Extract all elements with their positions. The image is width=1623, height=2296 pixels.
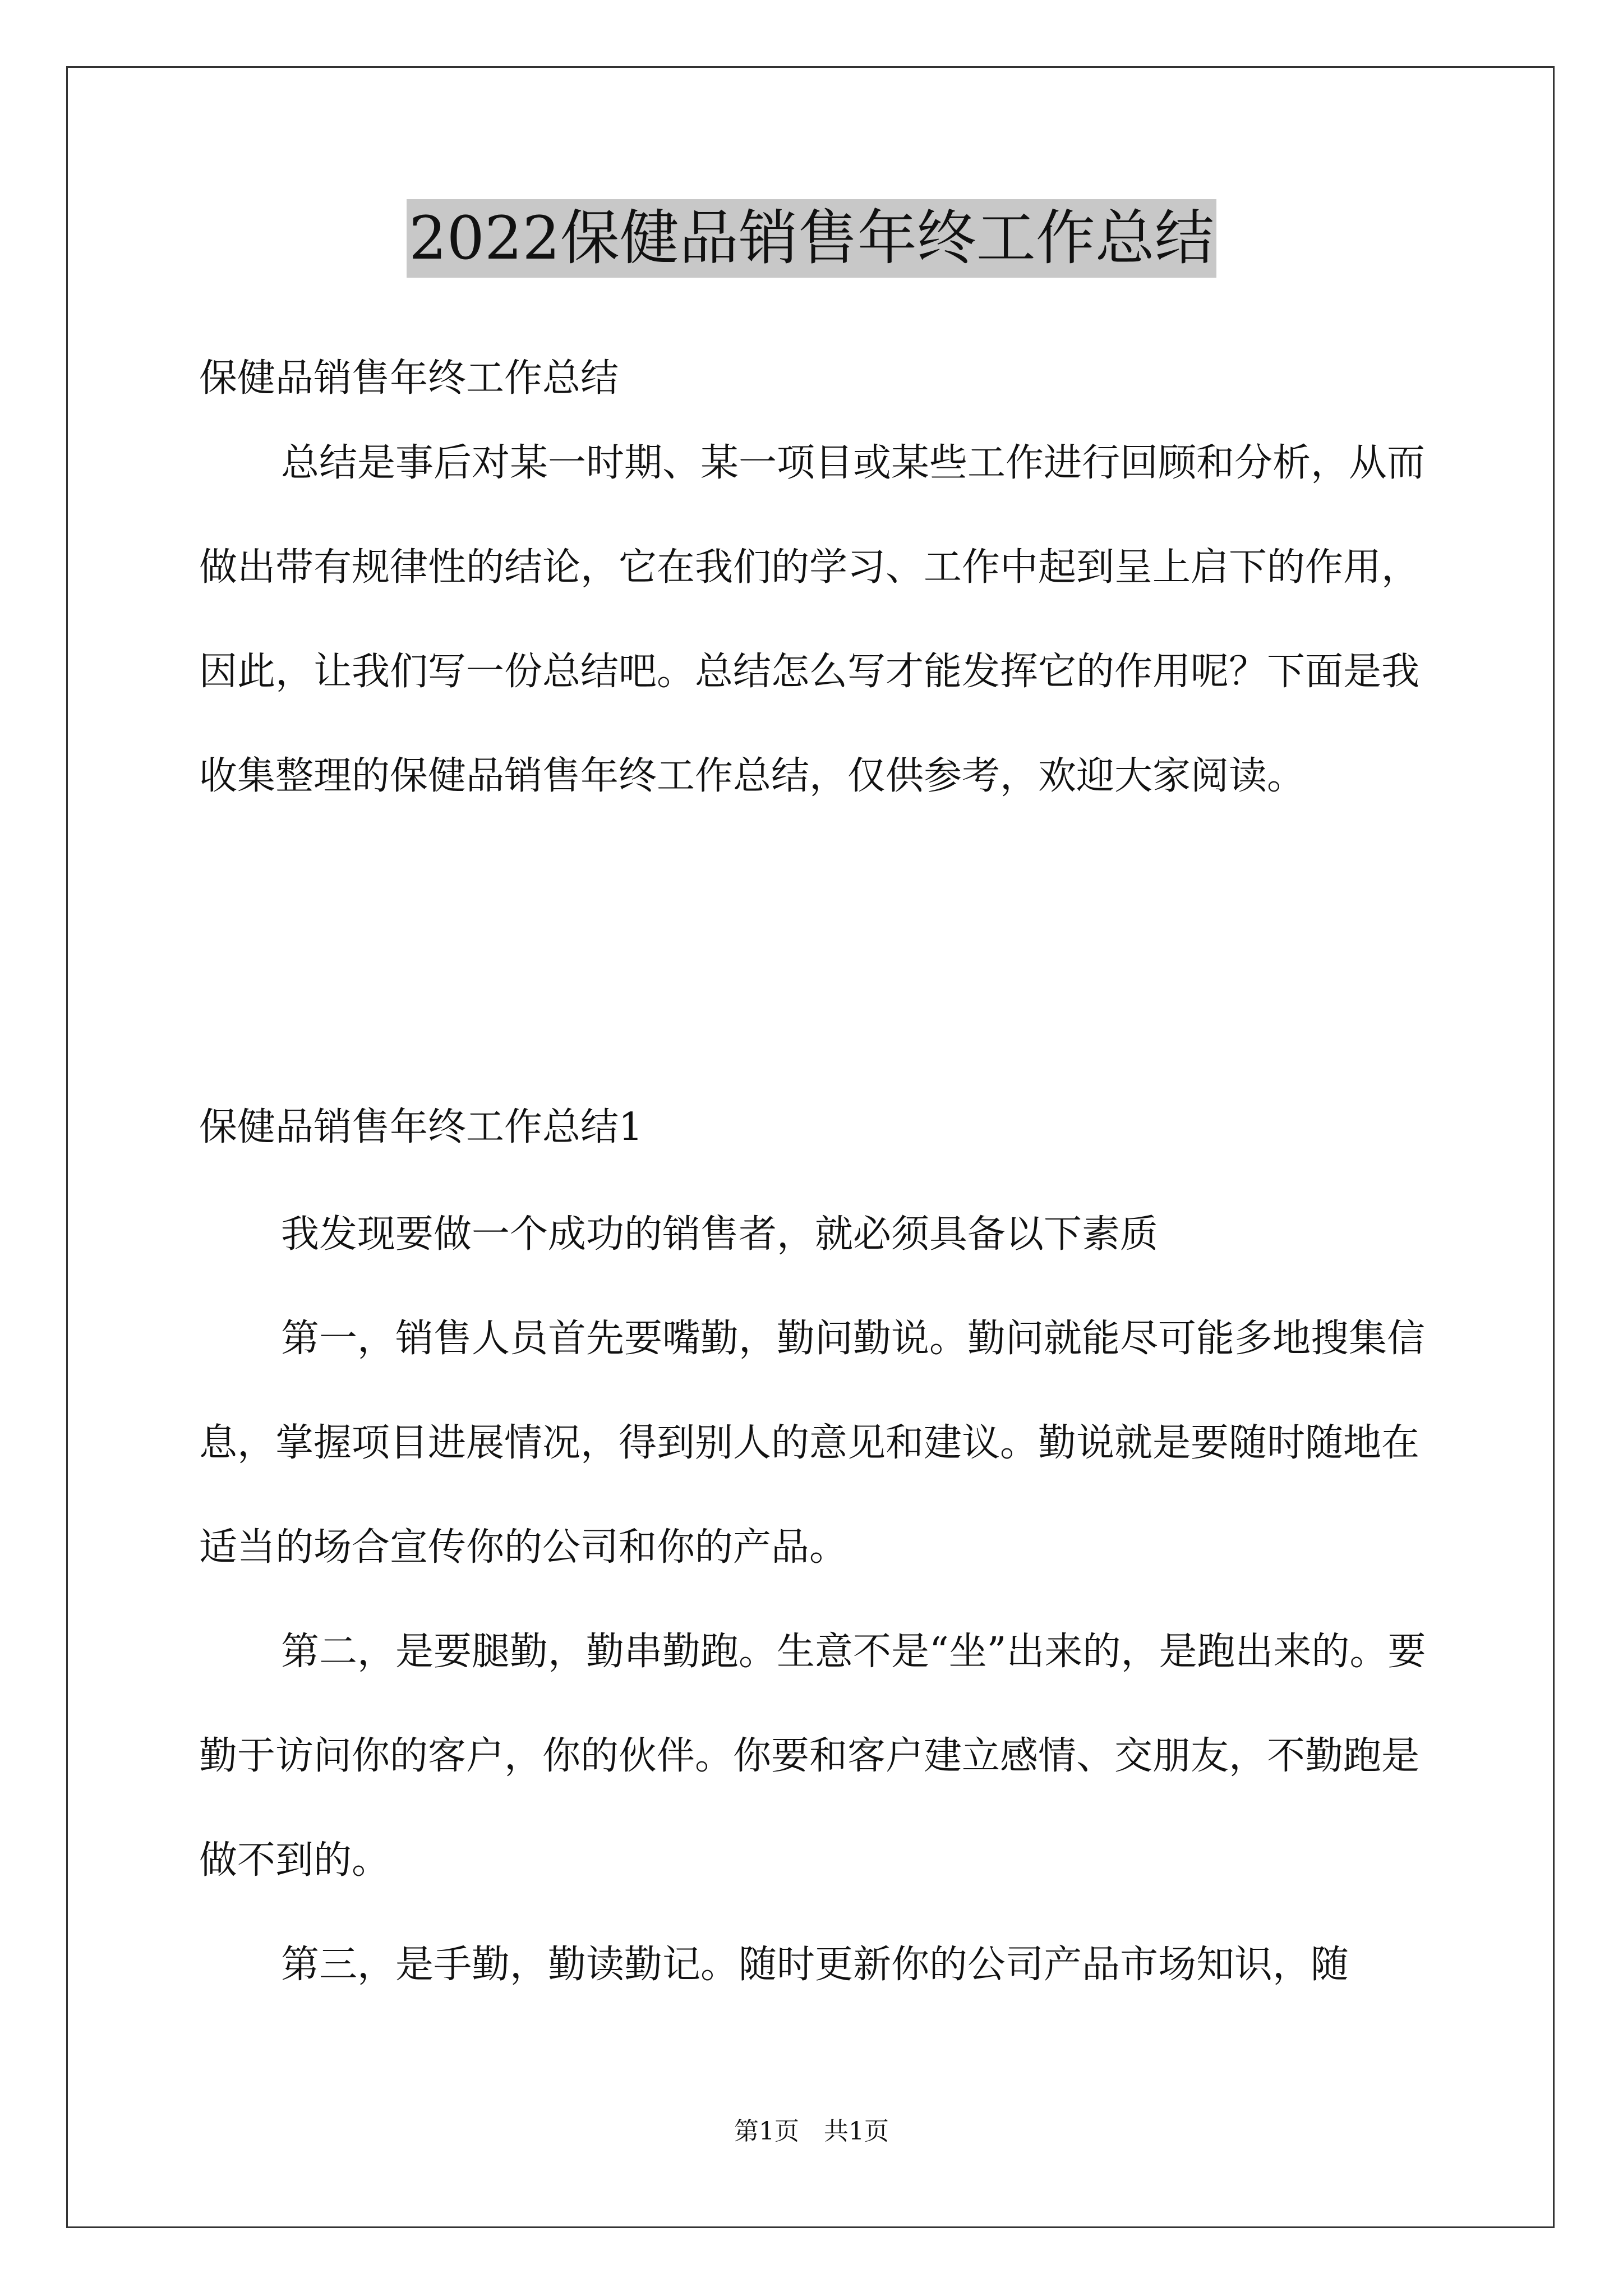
- paragraph-4: 第三，是手勤，勤读勤记。随时更新你的公司产品市场知识，随: [281, 1943, 1349, 1987]
- section-heading-1: 保健品销售年终工作总结1: [199, 1105, 643, 1149]
- document-title-container: [0, 199, 1623, 278]
- paragraph-2: 第一，销售人员首先要嘴勤，勤问勤说。勤问就能尽可能多地搜集信息，掌握项目进展情况，得到别人的意见和建议。勤说就是要随时随地在适当的场合宣传你的公司和你的产品。: [199, 1317, 1426, 1570]
- paragraph-1: 我发现要做一个成功的销售者，就必须具备以下素质: [281, 1212, 1159, 1257]
- document-title: 2022保健品销售年终工作总结: [407, 199, 1216, 278]
- intro-paragraph: 总结是事后对某一时期、某一项目或某些工作进行回顾和分析，从而做出带有规律性的结论，它在我们的学习、工作中起到呈上启下的作用，因此，让我们写一份总结吧。总结怎么写才能发挥它的作用呢？下面是我收集整理的保健品销售年终工作总结，仅供参考，欢迎大家阅读。: [199, 441, 1426, 798]
- page-footer: 第1页 共1页: [734, 2117, 889, 2146]
- paragraph-3: 第二，是要腿勤，勤串勤跑。生意不是“坐”出来的，是跑出来的。要勤于访问你的客户，你的伙伴。你要和客户建立感情、交朋友，不勤跑是做不到的。: [199, 1630, 1426, 1883]
- document-subtitle: 保健品销售年终工作总结: [199, 356, 619, 401]
